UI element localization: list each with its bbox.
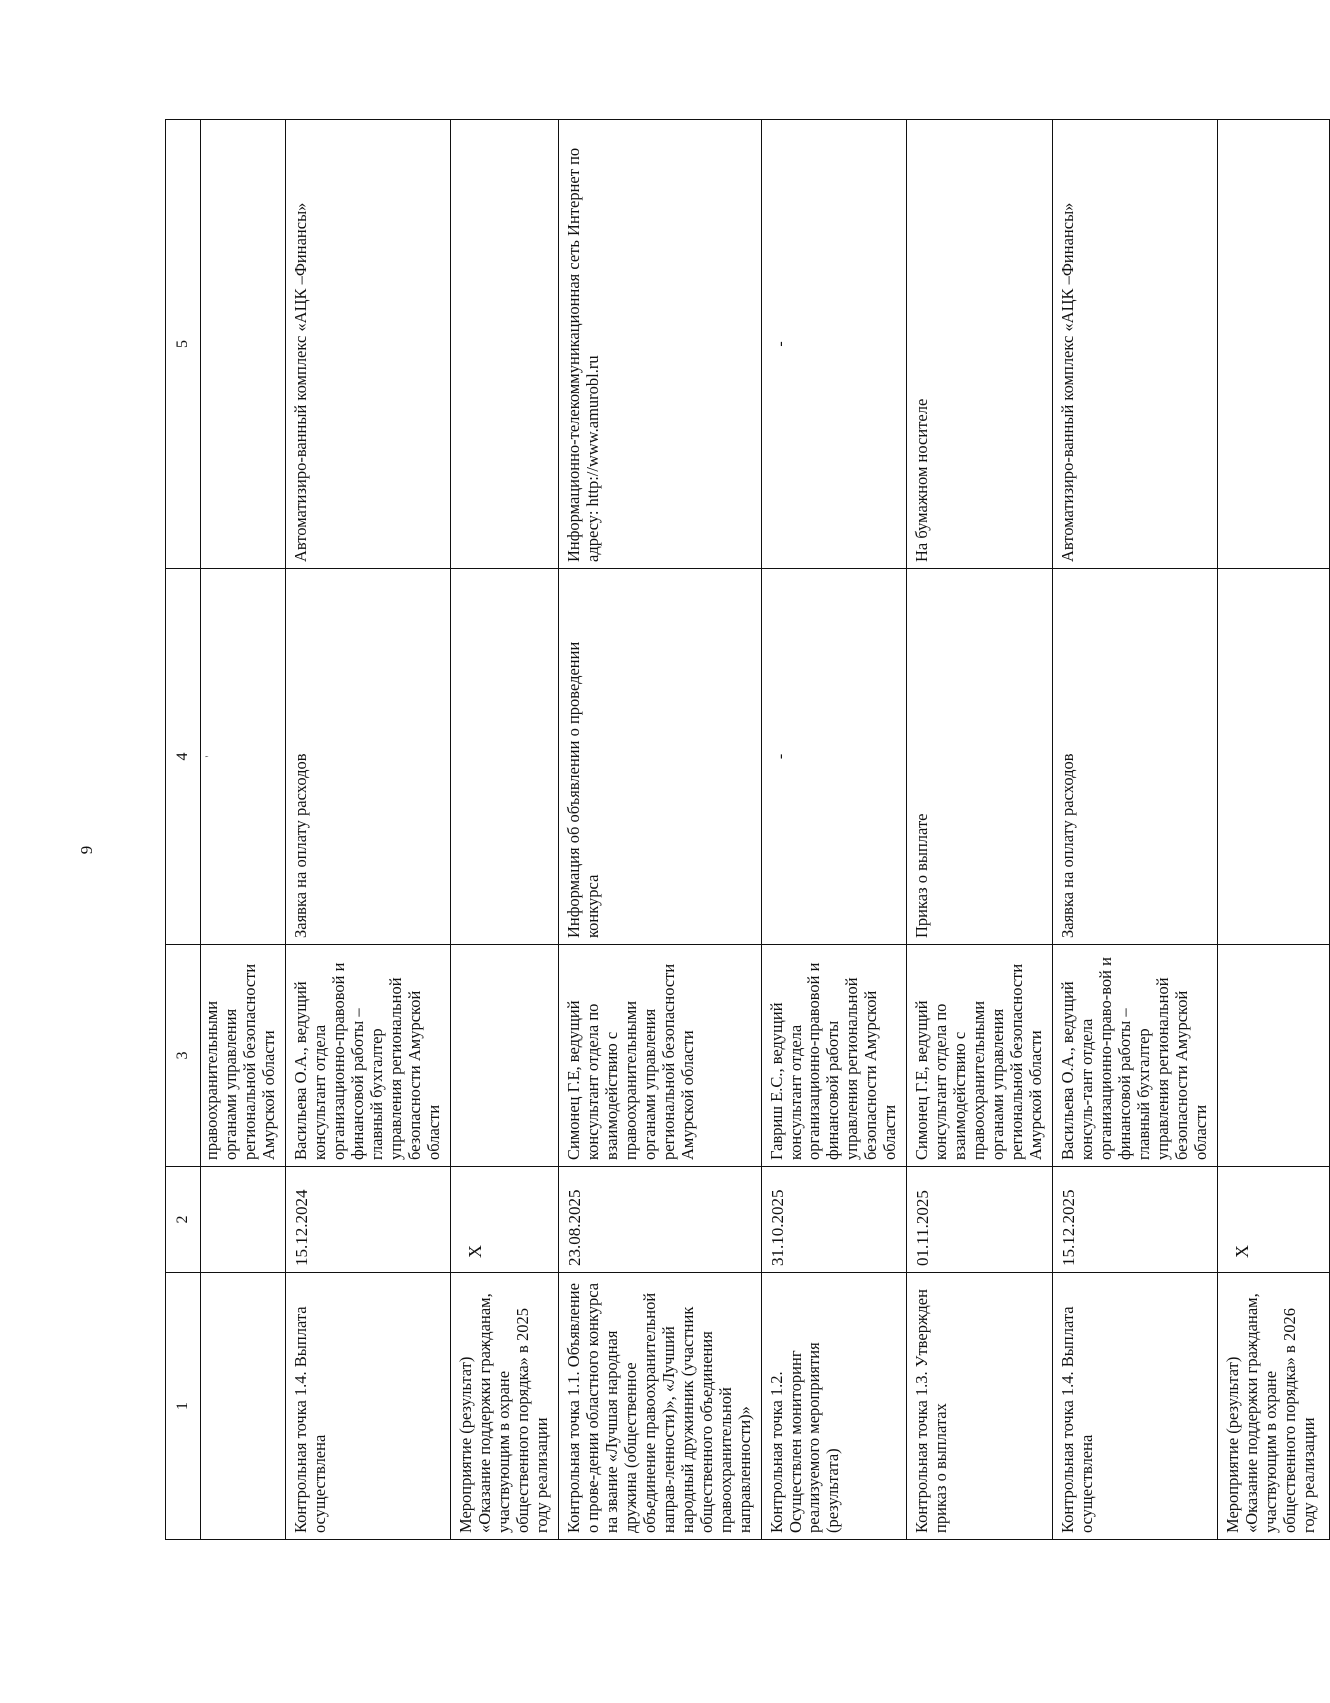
cell-event: Мероприятие (результат) «Оказание поддержки гражданам, участвующим в охране общественного порядка» в 2025 году реализации (451, 1273, 559, 1540)
column-header-2: 2 (166, 1167, 201, 1273)
cell-document (1217, 569, 1329, 945)
cell-system (201, 120, 286, 569)
cell-document: - (761, 569, 907, 945)
cell-responsible (451, 945, 559, 1167)
table-row (201, 120, 286, 1540)
cell-system: - (761, 120, 907, 569)
cell-event: Контрольная точка 1.1. Объявление о прове-дении областного конкурса на звание «Лучшая народная дружина (общественное объединение правоохранительной направ-ленности)», «Лучший народный дружинник (участник общественного объединения правоохранительной направленности)» (558, 1273, 761, 1540)
cell-deadline: Х (1217, 1167, 1329, 1273)
cell-system: Автоматизиро-ванный комплекс «АЦК –Финансы» (286, 120, 451, 569)
cell-document: ' (201, 569, 286, 945)
column-header-4: 4 (166, 569, 201, 945)
cell-deadline (201, 1167, 286, 1273)
cell-system: Автоматизиро-ванный комплекс «АЦК –Финансы» (1053, 120, 1218, 569)
cell-event (201, 1273, 286, 1540)
rotated-table-container (165, 120, 1318, 1540)
cell-system (451, 120, 559, 569)
cell-responsible: правоохранительными органами управления региональной безопасности Амурской области (201, 945, 286, 1167)
cell-system (1217, 120, 1329, 569)
table-row (907, 120, 1053, 1540)
table-row (558, 120, 761, 1540)
cell-responsible: Симонец Г.Е, ведущий консультант отдела по взаимодействию с правоохранительными органами управления региональной безопасности Амурской области (907, 945, 1053, 1167)
table-row (1053, 120, 1218, 1540)
table-row (286, 120, 451, 1540)
cell-document: Заявка на оплату расходов (286, 569, 451, 945)
cell-deadline: 15.12.2024 (286, 1167, 451, 1273)
cell-deadline: 01.11.2025 (907, 1167, 1053, 1273)
cell-document: Информация об объявлении о проведении конкурса (558, 569, 761, 945)
cell-document (451, 569, 559, 945)
cell-document: Приказ о выплате (907, 569, 1053, 945)
cell-system: На бумажном носителе (907, 120, 1053, 569)
cell-responsible: Васильева О.А., ведущий консультант отдела организационно-правовой и финансовой работы – главный бухгалтер управления региональной безопасности Амурской области (286, 945, 451, 1167)
table-row (451, 120, 559, 1540)
cell-deadline: 23.08.2025 (558, 1167, 761, 1273)
cell-responsible: Васильева О.А., ведущий консуль-тант отдела организационно-право-вой и финансовой работы – главный бухгалтер управления региональной безопасности Амурской области (1053, 945, 1218, 1167)
cell-responsible: Симонец Г.Е, ведущий консультант отдела по взаимодействию с правоохранительными органами управления региональной безопасности Амурской области (558, 945, 761, 1167)
cell-event: Контрольная точка 1.4. Выплата осуществлена (286, 1273, 451, 1540)
cell-deadline: 15.12.2025 (1053, 1167, 1218, 1273)
cell-document: Заявка на оплату расходов (1053, 569, 1218, 945)
cell-event: Контрольная точка 1.2. Осуществлен мониторинг реализуемого мероприятия (результата) (761, 1273, 907, 1540)
cell-event: Контрольная точка 1.4. Выплата осуществлена (1053, 1273, 1218, 1540)
table-row (761, 120, 907, 1540)
cell-responsible: Гавриш Е.С., ведущий консультант отдела организационно-правовой и финансовой работы управления региональной безопасности Амурской области (761, 945, 907, 1167)
cell-event: Мероприятие (результат) «Оказание поддержки гражданам, участвующим в охране общественного порядка» в 2026 году реализации (1217, 1273, 1329, 1540)
column-header-3: 3 (166, 945, 201, 1167)
table-row (1217, 120, 1329, 1540)
cell-deadline: 31.10.2025 (761, 1167, 907, 1273)
cell-event: Контрольная точка 1.3. Утвержден приказ о выплатах (907, 1273, 1053, 1540)
cell-deadline: Х (451, 1167, 559, 1273)
control-points-table (165, 119, 1330, 1540)
page-number: 9 (77, 845, 96, 855)
header-row (166, 120, 201, 1540)
cell-responsible (1217, 945, 1329, 1167)
column-header-5: 5 (166, 120, 201, 569)
cell-system: Информационно-телекоммуникационная сеть Интернет по адресу: http://www.amurobl.ru (558, 120, 761, 569)
column-header-1: 1 (166, 1273, 201, 1540)
